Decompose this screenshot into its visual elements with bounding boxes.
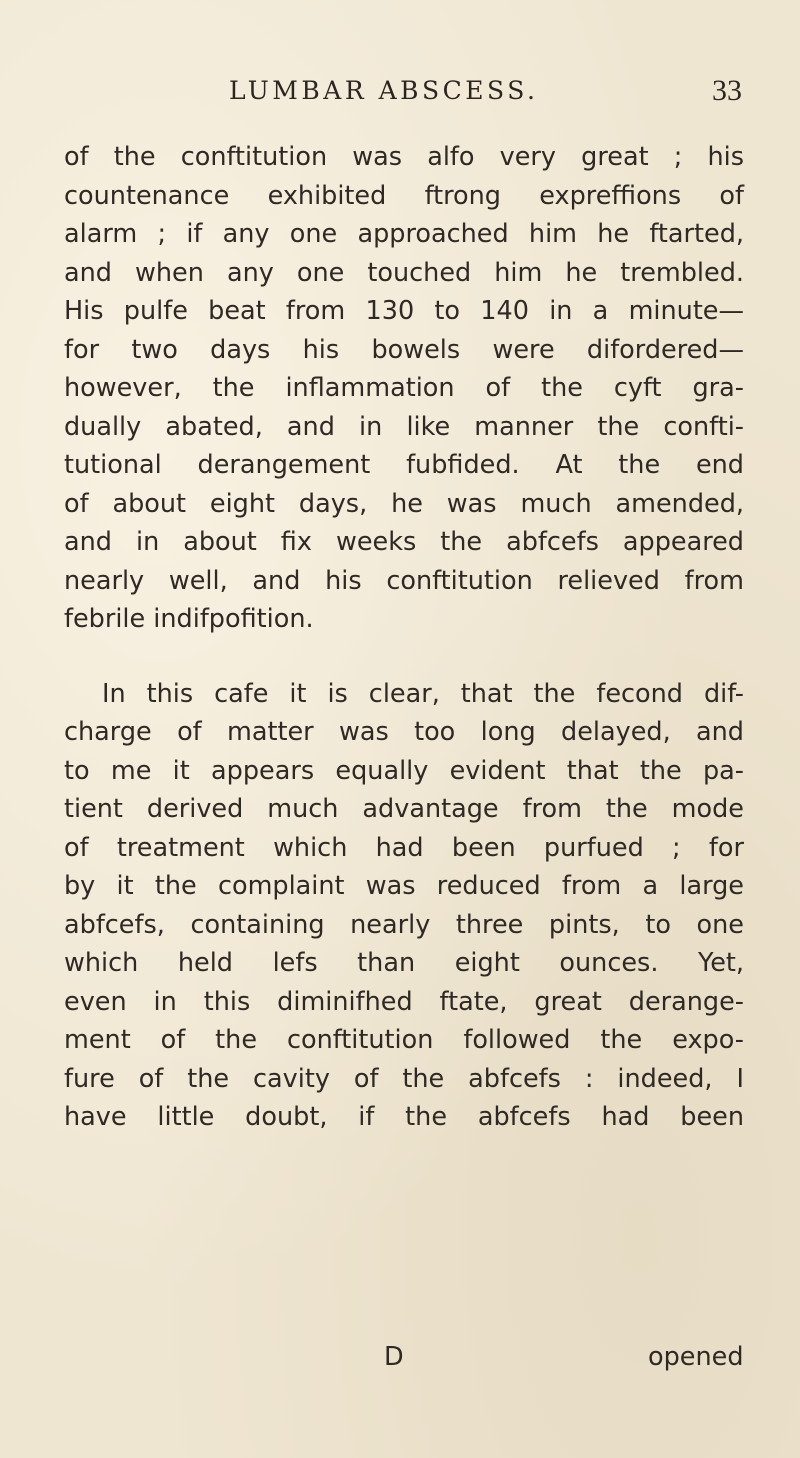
text-line: ment of the conftitution followed the expo- xyxy=(64,1025,744,1055)
text-line: His pulfe beat from 130 to 140 in a minute— xyxy=(64,296,744,326)
text-line: by it the complaint was reduced from a large xyxy=(64,871,744,901)
running-title: LUMBAR ABSCESS. xyxy=(229,76,539,105)
catchline xyxy=(0,1342,800,1382)
text-line: alarm ; if any one approached him he ftarted, xyxy=(64,219,744,249)
signature-mark: D xyxy=(384,1342,404,1372)
text-line: nearly well, and his conftitution relieved from xyxy=(64,565,744,596)
text-line: charge of matter was too long delayed, and xyxy=(64,717,744,747)
text-line: dually abated, and in like manner the confti- xyxy=(64,411,744,442)
text-line: and when any one touched him he trembled. xyxy=(64,257,744,288)
text-line: for two days his bowels were difordered— xyxy=(64,334,744,365)
text-line: countenance exhibited ftrong expreffions of xyxy=(64,180,744,211)
text-line: of the conftitution was alfo very great ; his xyxy=(64,142,744,172)
text-line: tient derived much advantage from the mode xyxy=(64,794,744,824)
paragraph-2 xyxy=(64,675,744,1137)
text-line: In this cafe it is clear, that the fecond dif- xyxy=(102,678,744,709)
text-line: have little doubt, if the abfcefs had been xyxy=(64,1102,744,1132)
text-line: abfcefs, containing nearly three pints, to one xyxy=(64,909,744,940)
body-text xyxy=(64,138,744,1137)
text-line: which held lefs than eight ounces. Yet, xyxy=(64,948,744,978)
paragraph-1 xyxy=(64,138,744,639)
catchword: opened xyxy=(648,1342,744,1372)
paragraph-gap xyxy=(64,639,744,675)
text-line: of treatment which had been purfued ; for xyxy=(64,832,744,863)
text-line: however, the inflammation of the cyft gra- xyxy=(64,373,744,403)
text-line: and in about fix weeks the abfcefs appeared xyxy=(64,527,744,557)
page-number: 33 xyxy=(712,74,742,107)
text-line: to me it appears equally evident that the pa- xyxy=(64,755,744,786)
text-line: tutional derangement fubfided. At the end xyxy=(64,450,744,480)
text-line: of about eight days, he was much amended, xyxy=(64,488,744,519)
text-line: fure of the cavity of the abfcefs : indeed, I xyxy=(64,1063,744,1094)
text-line: even in this diminifhed ftate, great derange- xyxy=(64,986,744,1017)
running-head xyxy=(0,76,800,116)
text-line: febrile indifpofition. xyxy=(64,604,314,634)
